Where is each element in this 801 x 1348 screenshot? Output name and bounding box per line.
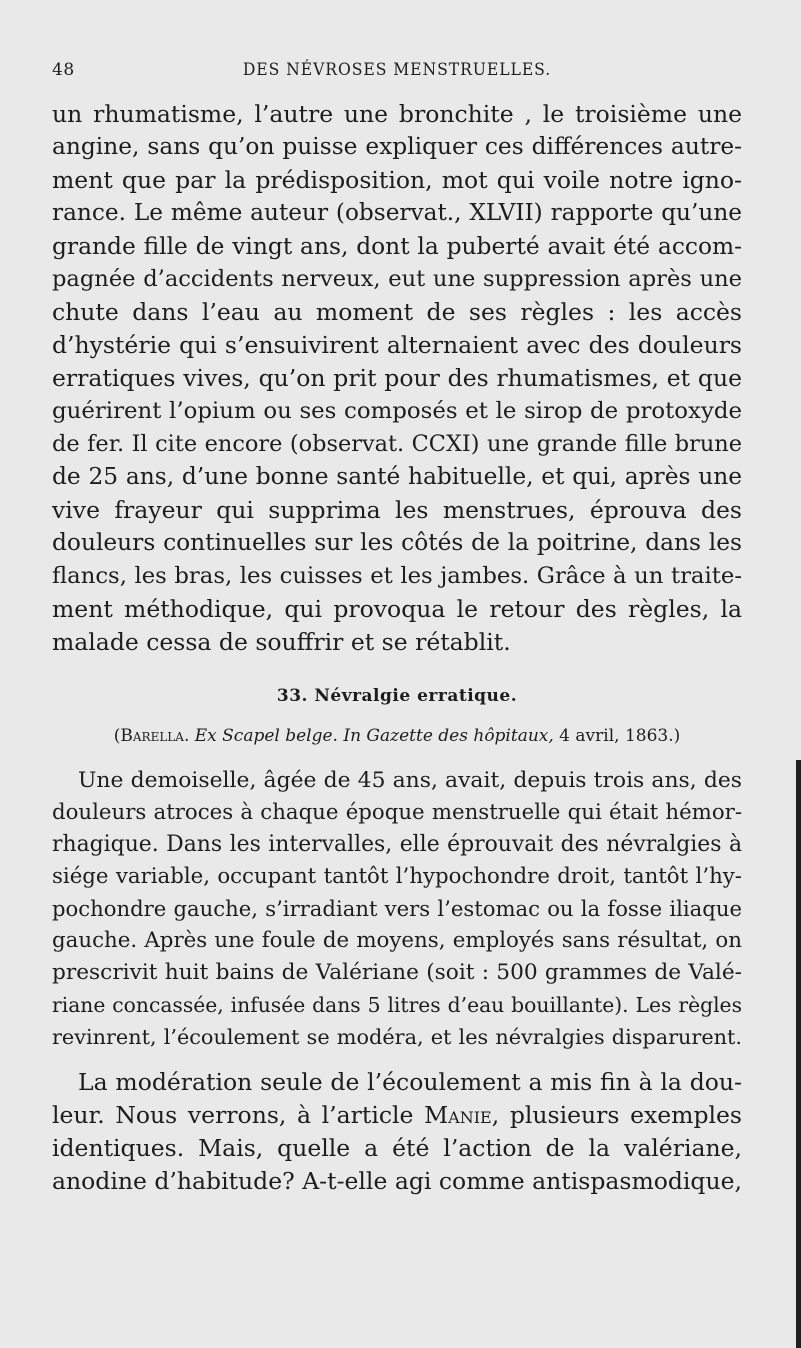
- citation-date: 4 avril, 1863.): [553, 726, 681, 746]
- page-number: 48: [52, 60, 75, 80]
- text-line: pochondre gauche, s’irradiant vers l’estomac ou la fosse iliaque: [52, 896, 742, 921]
- citation-work: Ex Scapel belge. In Gazette des hôpitaux,: [194, 726, 554, 746]
- page-header: [52, 60, 742, 90]
- page-edge-shadow: [796, 760, 801, 1348]
- text-line: douleurs atroces à chaque époque menstruelle qui était hémor-: [52, 800, 742, 825]
- text-line: pagnée d’accidents nerveux, eut une suppression après une: [52, 266, 742, 292]
- citation-sep: .: [183, 726, 195, 746]
- text-line: vive frayeur qui supprima les menstrues, éprouva des: [52, 496, 742, 524]
- section-title: 33. Névralgie erratique.: [276, 686, 518, 706]
- text-line: rhagique. Dans les intervalles, elle éprouvait des névralgies à: [52, 832, 742, 857]
- text-line: identiques. Mais, quelle a été l’action de la valériane,: [52, 1134, 742, 1162]
- text-span: leur. Nous verrons, à l’article: [52, 1101, 425, 1129]
- text-line: prescrivit huit bains de Valériane (soit : 500 grammes de Valé-: [52, 960, 742, 985]
- article-name: Manie: [424, 1101, 492, 1129]
- text-line: de 25 ans, d’une bonne santé habituelle, et qui, après une: [52, 463, 742, 490]
- text-line: angine, sans qu’on puisse expliquer ces différences autre-: [52, 133, 742, 160]
- text-line: ment que par la prédisposition, mot qui voile notre igno-: [52, 166, 742, 194]
- text-line: Une demoiselle, âgée de 45 ans, avait, depuis trois ans, des: [78, 768, 742, 793]
- text-line: anodine d’habitude? A-t-elle agi comme antispasmodique,: [52, 1167, 742, 1195]
- text-line: siége variable, occupant tantôt l’hypochondre droit, tantôt l’hy-: [52, 864, 742, 889]
- text-line: flancs, les bras, les cuisses et les jambes. Grâce à un traite-: [52, 563, 742, 589]
- text-line: un rhumatisme, l’autre une bronchite , le troisième une: [52, 100, 742, 128]
- text-line: chute dans l’eau au moment de ses règles : les accès: [52, 298, 742, 326]
- text-line: douleurs continuelles sur les côtés de la poitrine, dans les: [52, 529, 742, 556]
- text-span: , plusieurs exemples: [491, 1101, 742, 1129]
- text-line: gauche. Après une foule de moyens, employés sans résultat, on: [52, 928, 742, 953]
- running-head: DES NÉVROSES MENSTRUELLES.: [242, 60, 552, 80]
- text-line: grande fille de vingt ans, dont la puberté avait été accom-: [52, 232, 742, 260]
- text-line: riane concassée, infusée dans 5 litres d’eau bouillante). Les règles: [52, 993, 742, 1017]
- text-line: guérirent l’opium ou ses composés et le sirop de protoxyde: [52, 398, 742, 424]
- text-line: [52, 1099, 742, 1131]
- text-line: rance. Le même auteur (observat., XLVII) rapporte qu’une: [52, 199, 742, 226]
- text-line: revinrent, l’écoulement se modéra, et les névralgies disparurent.: [52, 1025, 742, 1049]
- citation: [52, 726, 742, 746]
- text-line: ment méthodique, qui provoqua le retour des règles, la: [52, 595, 742, 623]
- text-line: La modération seule de l’écoulement a mis fin à la dou-: [78, 1068, 742, 1096]
- citation-author: Barella: [120, 726, 184, 746]
- text-line: de fer. Il cite encore (observat. CCXI) une grande fille brune: [52, 431, 742, 457]
- citation-open: (: [113, 726, 121, 746]
- text-line: d’hystérie qui s’ensuivirent alternaient avec des douleurs: [52, 331, 742, 359]
- text-line: malade cessa de souffrir et se rétablit.: [52, 628, 511, 656]
- text-line: erratiques vives, qu’on prit pour des rhumatismes, et que: [52, 364, 742, 392]
